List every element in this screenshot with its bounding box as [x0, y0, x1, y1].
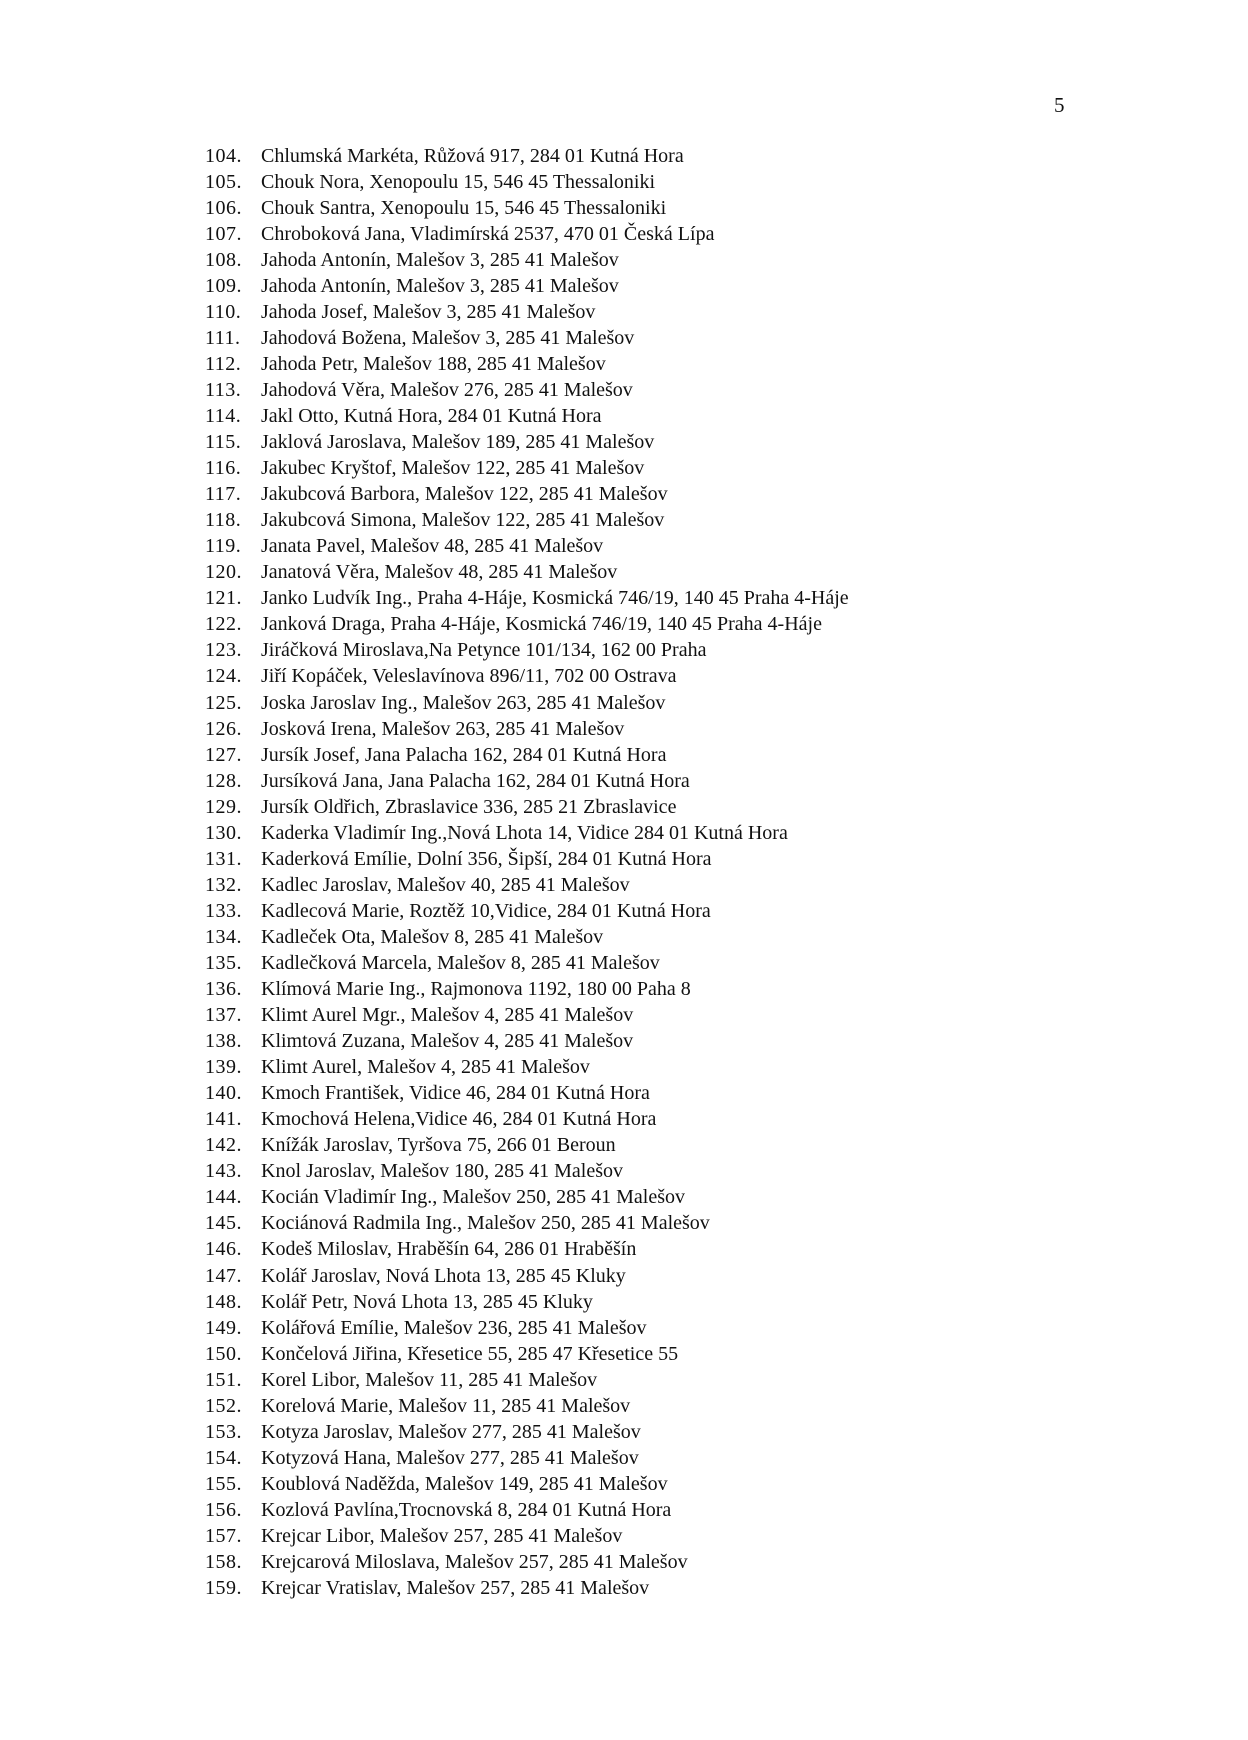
entry-text: Jahoda Antonín, Malešov 3, 285 41 Malešov	[261, 248, 619, 271]
entry-text: Kadleček Ota, Malešov 8, 285 41 Malešov	[261, 925, 604, 948]
list-item	[205, 1133, 1205, 1159]
list-item	[205, 1341, 1205, 1367]
list-item	[205, 846, 1205, 872]
entry-number: 124.	[205, 665, 242, 688]
entry-number: 137.	[205, 1004, 242, 1027]
entry-number: 128.	[205, 769, 242, 792]
entry-text: Chlumská Markéta, Růžová 917, 284 01 Kutná Hora	[261, 144, 684, 167]
entry-number: 126.	[205, 717, 242, 740]
entry-number: 115.	[205, 431, 242, 454]
entry-text: Jursíková Jana, Jana Palacha 162, 284 01 Kutná Hora	[261, 769, 690, 792]
entry-text: Kociánová Radmila Ing., Malešov 250, 285 41 Malešov	[261, 1212, 710, 1235]
list-item	[205, 534, 1205, 560]
list-item	[205, 195, 1205, 221]
list-item	[205, 403, 1205, 429]
entry-text: Knížák Jaroslav, Tyršova 75, 266 01 Beroun	[261, 1134, 616, 1157]
list-item	[205, 950, 1205, 976]
entry-number: 138.	[205, 1030, 242, 1053]
entry-text: Jaklová Jaroslava, Malešov 189, 285 41 Malešov	[261, 431, 655, 454]
list-item	[205, 482, 1205, 508]
entry-text: Jursík Oldřich, Zbraslavice 336, 285 21 Zbraslavice	[261, 795, 677, 818]
list-item	[205, 1393, 1205, 1419]
entry-text: Kocián Vladimír Ing., Malešov 250, 285 41 Malešov	[261, 1186, 686, 1209]
entry-number: 133.	[205, 899, 242, 922]
entry-number: 116.	[205, 457, 242, 480]
list-item	[205, 560, 1205, 586]
entry-number: 139.	[205, 1056, 242, 1079]
entry-text: Klímová Marie Ing., Rajmonova 1192, 180 00 Paha 8	[261, 978, 691, 1001]
list-item	[205, 898, 1205, 924]
entry-number: 154.	[205, 1446, 242, 1469]
entry-text: Krejcar Libor, Malešov 257, 285 41 Malešov	[261, 1525, 623, 1547]
entry-text: Jahoda Petr, Malešov 188, 285 41 Malešov	[261, 352, 606, 375]
entry-number: 119.	[205, 535, 242, 558]
entry-number: 158.	[205, 1551, 242, 1574]
entry-number: 129.	[205, 795, 242, 818]
entry-number: 111.	[205, 326, 241, 349]
entry-number: 130.	[205, 821, 242, 844]
entry-number: 108.	[205, 248, 242, 271]
entry-text: Kadlec Jaroslav, Malešov 40, 285 41 Malešov	[261, 873, 630, 896]
entry-text: Kodeš Miloslav, Hraběšín 64, 286 01 Hraběšín	[261, 1238, 637, 1261]
entry-text: Jahoda Antonín, Malešov 3, 285 41 Malešov	[261, 274, 619, 297]
entry-text: Joska Jaroslav Ing., Malešov 263, 285 41 Malešov	[261, 691, 666, 714]
entry-number: 153.	[205, 1420, 242, 1443]
entry-text: Kotyza Jaroslav, Malešov 277, 285 41 Malešov	[261, 1420, 641, 1443]
entry-text: Kozlová Pavlína,Trocnovská 8, 284 01 Kutná Hora	[261, 1498, 672, 1521]
entry-text: Končelová Jiřina, Křesetice 55, 285 47 Křesetice 55	[261, 1342, 679, 1365]
entry-text: Koublová Naděžda, Malešov 149, 285 41 Malešov	[261, 1472, 668, 1495]
entry-text: Korelová Marie, Malešov 11, 285 41 Malešov	[261, 1394, 631, 1417]
entry-number: 107.	[205, 222, 242, 245]
list-item	[205, 768, 1205, 794]
list-item	[205, 1445, 1205, 1471]
list-item	[205, 1003, 1205, 1029]
entry-text: Jahodová Božena, Malešov 3, 285 41 Malešov	[261, 326, 635, 349]
entry-number: 114.	[205, 404, 242, 427]
entry-text: Kolářová Emílie, Malešov 236, 285 41 Malešov	[261, 1316, 647, 1339]
entry-text: Klimtová Zuzana, Malešov 4, 285 41 Malešov	[261, 1030, 634, 1053]
entry-text: Klimt Aurel, Malešov 4, 285 41 Malešov	[261, 1056, 590, 1079]
entry-number: 134.	[205, 925, 242, 948]
entry-text: Kadlecová Marie, Roztěž 10,Vidice, 284 01 Kutná Hora	[261, 899, 711, 922]
list-item	[205, 1419, 1205, 1445]
entry-text: Klimt Aurel Mgr., Malešov 4, 285 41 Malešov	[261, 1004, 634, 1027]
list-item	[205, 430, 1205, 456]
entry-number: 132.	[205, 873, 242, 896]
list-item	[205, 1107, 1205, 1133]
entry-text: Janata Pavel, Malešov 48, 285 41 Malešov	[261, 535, 604, 558]
list-item	[205, 1576, 1205, 1602]
list-item	[205, 872, 1205, 898]
entry-text: Janatová Věra, Malešov 48, 285 41 Malešov	[261, 561, 618, 584]
entry-text: Kolář Jaroslav, Nová Lhota 13, 285 45 Kluky	[261, 1264, 626, 1287]
entry-text: Jiří Kopáček, Veleslavínova 896/11, 702 00 Ostrava	[261, 665, 677, 688]
entry-text: Kolář Petr, Nová Lhota 13, 285 45 Kluky	[261, 1290, 593, 1313]
list-item	[205, 664, 1205, 690]
entry-number: 148.	[205, 1290, 242, 1313]
list-item	[205, 1497, 1205, 1523]
list-item	[205, 820, 1205, 846]
list-item	[205, 456, 1205, 482]
entry-text: Krejcarová Miloslava, Malešov 257, 285 41 Malešov	[261, 1551, 688, 1574]
entry-number: 125.	[205, 691, 242, 714]
entry-text: Chouk Nora, Xenopoulu 15, 546 45 Thessaloniki	[261, 170, 656, 193]
entry-number: 142.	[205, 1134, 242, 1157]
list-item	[205, 377, 1205, 403]
entry-number: 131.	[205, 847, 242, 870]
entry-number: 113.	[205, 378, 242, 401]
entry-text: Knol Jaroslav, Malešov 180, 285 41 Malešov	[261, 1160, 623, 1183]
entry-number: 135.	[205, 951, 242, 974]
entry-number: 155.	[205, 1472, 242, 1495]
entry-number: 156.	[205, 1498, 242, 1521]
entry-number: 123.	[205, 639, 242, 662]
entry-text: Janko Ludvík Ing., Praha 4-Háje, Kosmická 746/19, 140 45 Praha 4-Háje	[261, 587, 849, 610]
entry-number: 136.	[205, 978, 242, 1001]
entry-text: Kmochová Helena,Vidice 46, 284 01 Kutná Hora	[261, 1108, 657, 1131]
entry-number: 110.	[205, 300, 242, 323]
list-item	[205, 1315, 1205, 1341]
list-item	[205, 247, 1205, 273]
entry-number: 106.	[205, 196, 242, 219]
entry-number: 104.	[205, 144, 242, 167]
entry-number: 151.	[205, 1368, 242, 1391]
list-item	[205, 1471, 1205, 1497]
list-item	[205, 977, 1205, 1003]
entry-number: 127.	[205, 743, 242, 766]
entry-number: 152.	[205, 1394, 242, 1417]
entry-number: 147.	[205, 1264, 242, 1287]
list-item	[205, 1237, 1205, 1263]
entry-number: 157.	[205, 1525, 242, 1547]
entry-text: Jakubcová Barbora, Malešov 122, 285 41 Malešov	[261, 483, 668, 506]
entry-number: 122.	[205, 613, 242, 636]
list-item	[205, 1185, 1205, 1211]
list-item	[205, 1029, 1205, 1055]
entry-text: Korel Libor, Malešov 11, 285 41 Malešov	[261, 1368, 598, 1391]
list-item	[205, 273, 1205, 299]
entry-text: Jakubec Kryštof, Malešov 122, 285 41 Malešov	[261, 457, 645, 480]
list-item	[205, 1367, 1205, 1393]
entry-text: Chroboková Jana, Vladimírská 2537, 470 01 Česká Lípa	[261, 222, 715, 245]
list-item	[205, 690, 1205, 716]
list-item	[205, 169, 1205, 195]
list-item	[205, 1550, 1205, 1576]
entry-text: Kotyzová Hana, Malešov 277, 285 41 Malešov	[261, 1446, 639, 1469]
entry-number: 150.	[205, 1342, 242, 1365]
entry-text: Krejcar Vratislav, Malešov 257, 285 41 Malešov	[261, 1577, 650, 1600]
entry-text: Jahodová Věra, Malešov 276, 285 41 Malešov	[261, 378, 633, 401]
list-item	[205, 586, 1205, 612]
list-item	[205, 299, 1205, 325]
entry-number: 105.	[205, 170, 242, 193]
list-item	[205, 1263, 1205, 1289]
list-item	[205, 1211, 1205, 1237]
list-item	[205, 742, 1205, 768]
entry-text: Jiráčková Miroslava,Na Petynce 101/134, 162 00 Praha	[261, 639, 707, 662]
entry-number: 149.	[205, 1316, 242, 1339]
list-item	[205, 1289, 1205, 1315]
entry-number: 118.	[205, 509, 242, 532]
entry-text: Kadlečková Marcela, Malešov 8, 285 41 Malešov	[261, 951, 660, 974]
list-item	[205, 716, 1205, 742]
list-item	[205, 1081, 1205, 1107]
entry-text: Chouk Santra, Xenopoulu 15, 546 45 Thessaloniki	[261, 196, 667, 219]
entry-number: 146.	[205, 1238, 242, 1261]
entry-text: Jakl Otto, Kutná Hora, 284 01 Kutná Hora	[261, 404, 602, 427]
entry-text: Jahoda Josef, Malešov 3, 285 41 Malešov	[261, 300, 596, 323]
list-item	[205, 1523, 1205, 1549]
entry-number: 159.	[205, 1577, 242, 1600]
list-item	[205, 143, 1205, 169]
list-item	[205, 221, 1205, 247]
list-item	[205, 924, 1205, 950]
list-item	[205, 325, 1205, 351]
entry-list	[205, 143, 1205, 1602]
list-item	[205, 638, 1205, 664]
entry-number: 112.	[205, 352, 242, 375]
entry-text: Kaderka Vladimír Ing.,Nová Lhota 14, Vidice 284 01 Kutná Hora	[261, 821, 788, 844]
list-item	[205, 1159, 1205, 1185]
entry-text: Josková Irena, Malešov 263, 285 41 Malešov	[261, 717, 625, 740]
page-number: 5	[1054, 93, 1065, 117]
list-item	[205, 794, 1205, 820]
entry-number: 143.	[205, 1160, 242, 1183]
entry-text: Kaderková Emílie, Dolní 356, Šipší, 284 01 Kutná Hora	[261, 847, 712, 870]
entry-text: Jakubcová Simona, Malešov 122, 285 41 Malešov	[261, 509, 665, 532]
entry-text: Kmoch František, Vidice 46, 284 01 Kutná Hora	[261, 1082, 650, 1105]
entry-text: Jursík Josef, Jana Palacha 162, 284 01 Kutná Hora	[261, 743, 667, 766]
list-item	[205, 612, 1205, 638]
list-item	[205, 508, 1205, 534]
entry-number: 120.	[205, 561, 242, 584]
list-item	[205, 351, 1205, 377]
entry-number: 117.	[205, 483, 242, 506]
entry-number: 141.	[205, 1108, 242, 1131]
entry-number: 140.	[205, 1082, 242, 1105]
entry-number: 144.	[205, 1186, 242, 1209]
entry-number: 145.	[205, 1212, 242, 1235]
entry-number: 121.	[205, 587, 242, 610]
list-item	[205, 1055, 1205, 1081]
entry-number: 109.	[205, 274, 242, 297]
entry-text: Janková Draga, Praha 4-Háje, Kosmická 746/19, 140 45 Praha 4-Háje	[261, 613, 822, 636]
